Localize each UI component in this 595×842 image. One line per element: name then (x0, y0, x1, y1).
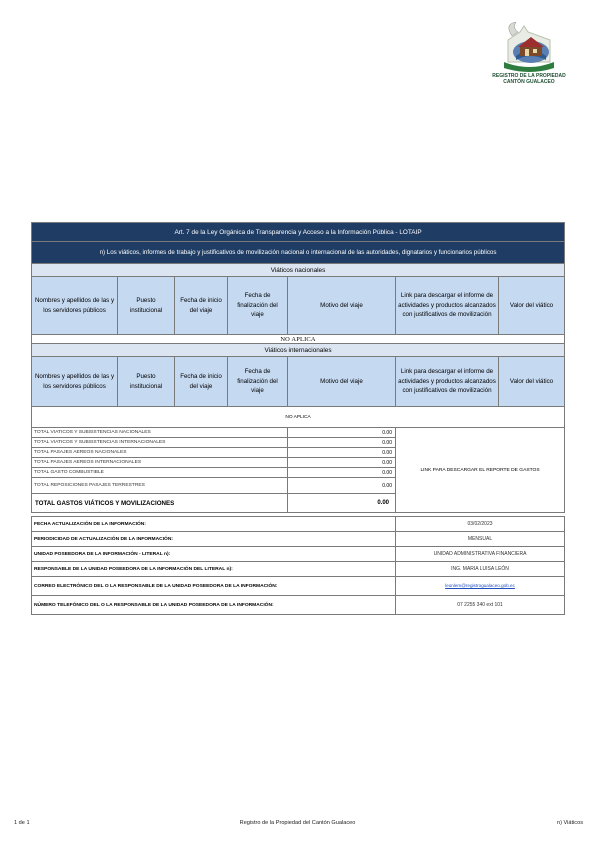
info-label-fecha: FECHA ACTUALIZACIÓN DE LA INFORMACIÓN: (32, 517, 396, 532)
link-reporte-gastos[interactable]: LINK PARA DESCARGAR EL REPORTE DE GASTOS (396, 428, 565, 513)
col-fecha-fin: Fecha de finalización del viaje (228, 357, 288, 407)
report-subtitle: n) Los viáticos, informes de trabajo y justificativos de movilización nacional o internacional de las autoridades, dignatarios y funcionarios públicos (32, 242, 565, 264)
total-value: 0.00 (288, 458, 396, 468)
col-link-informe: Link para descargar el informe de actividades y productos alcanzados con justificativos de movilización (396, 357, 499, 407)
report-title: Art. 7 de la Ley Orgánica de Transparencia y Acceso a la Información Pública - LOTAIP (32, 223, 565, 242)
section-viaticos-nacionales: Viáticos nacionales (32, 264, 565, 277)
total-value: 0.00 (288, 448, 396, 458)
email-link[interactable]: leonlem@registrogualaceo.gob.ec (445, 583, 515, 588)
total-label: TOTAL GASTO COMBUSTIBLE (32, 468, 288, 478)
footer-page-number: 1 de 1 (14, 820, 30, 826)
section-viaticos-internacionales: Viáticos internacionales (32, 344, 565, 357)
info-value-correo (396, 577, 565, 596)
nacionales-empty: NO APLICA (32, 335, 565, 344)
col-motivo: Motivo del viaje (288, 277, 396, 335)
total-label: TOTAL VIATICOS Y SUBSISTENCIAS NACIONALES (32, 428, 288, 438)
col-motivo: Motivo del viaje (288, 357, 396, 407)
total-value: 0.00 (288, 438, 396, 448)
col-valor: Valor del viático (499, 357, 565, 407)
total-value: 0.00 (288, 428, 396, 438)
info-label-correo: CORREO ELECTRÓNICO DEL O LA RESPONSABLE DE LA UNIDAD POSEEDORA DE LA INFORMACIÓN: (32, 577, 396, 596)
logo-caption-line2: CANTÓN GUALACEO (503, 79, 555, 85)
info-value-unidad: UNIDAD ADMINISTRATIVA FINANCIERA (396, 547, 565, 562)
total-value: 0.00 (288, 478, 396, 494)
col-puesto: Puesto institucional (118, 357, 175, 407)
col-nombres: Nombres y apellidos de las y los servidores públicos (32, 277, 118, 335)
col-fecha-fin: Fecha de finalización del viaje (228, 277, 288, 335)
info-label-telefono: NÚMERO TELEFÓNICO DEL O LA RESPONSABLE DE LA UNIDAD POSEEDORA DE LA INFORMACIÓN: (32, 596, 396, 615)
total-label: TOTAL PASAJES AEREOS NACIONALES (32, 448, 288, 458)
lotaip-report (31, 222, 564, 615)
col-fecha-inicio: Fecha de inicio del viaje (175, 277, 228, 335)
info-label-periodicidad: PERIODICIDAD DE ACTUALIZACIÓN DE LA INFORMACIÓN: (32, 532, 396, 547)
total-label: TOTAL REPOSICIONES PASAJES TERRESTRES (32, 478, 288, 494)
total-gastos-label: TOTAL GASTOS VIÁTICOS Y MOVILIZACIONES (32, 494, 288, 513)
total-value: 0.00 (288, 468, 396, 478)
col-fecha-inicio: Fecha de inicio del viaje (175, 357, 228, 407)
info-value-telefono: 07 2255 340 ext 101 (396, 596, 565, 615)
info-value-responsable: ING. MARIA LUISA LEÓN (396, 562, 565, 577)
col-puesto: Puesto institucional (118, 277, 175, 335)
footer-section-name: n) Viáticos (556, 820, 583, 826)
total-gastos-value: 0.00 (288, 494, 396, 513)
logo-caption (486, 73, 572, 85)
info-label-responsable: RESPONSABLE DE LA UNIDAD POSEEDORA DE LA INFORMACIÓN DEL LITERAL n): (32, 562, 396, 577)
col-link-informe: Link para descargar el informe de actividades y productos alcanzados con justificativos de movilización (396, 277, 499, 335)
col-valor: Valor del viático (499, 277, 565, 335)
footer-center-text: Registro de la Propiedad del Cantón Gualaceo (239, 820, 356, 826)
info-value-fecha: 03/02/2023 (396, 517, 565, 532)
info-value-periodicidad: MENSUAL (396, 532, 565, 547)
report-table (31, 222, 565, 615)
total-label: TOTAL PASAJES AEREOS INTERNACIONALES (32, 458, 288, 468)
internacionales-empty: NO APLICA (32, 407, 565, 428)
info-label-unidad: UNIDAD POSEEDORA DE LA INFORMACIÓN - LITERAL n): (32, 547, 396, 562)
total-label: TOTAL VIATICOS Y SUBSISTENCIAS INTERNACIONALES (32, 438, 288, 448)
logo-caption-line1: REGISTRO DE LA PROPIEDAD (492, 73, 566, 79)
col-nombres: Nombres y apellidos de las y los servidores públicos (32, 357, 118, 407)
